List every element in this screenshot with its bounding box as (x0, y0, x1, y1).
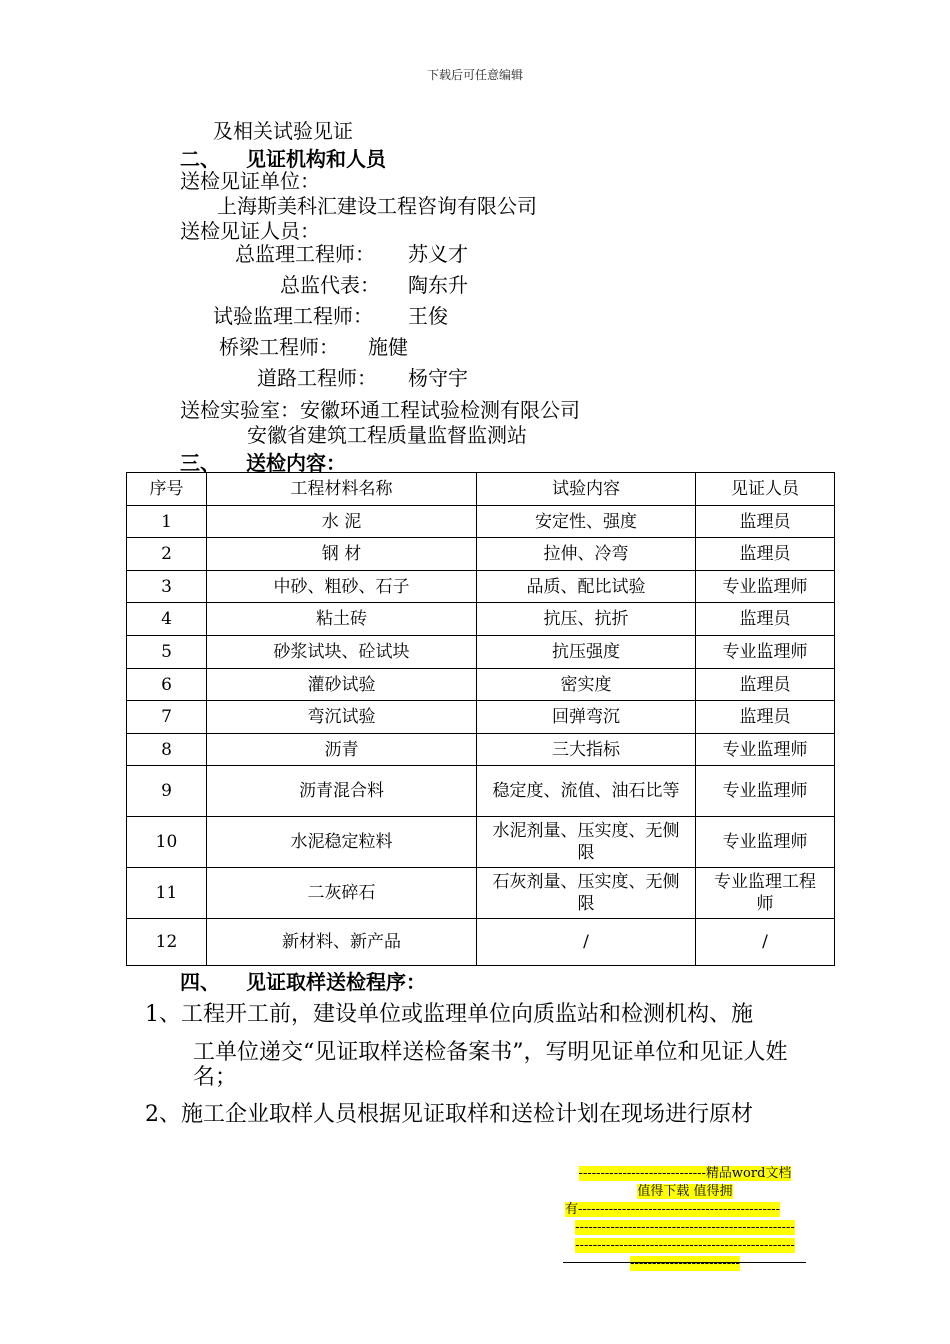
table-row (127, 636, 835, 669)
table-cell: 5 (127, 636, 207, 669)
table-cell: 专业监理工程师 (696, 868, 835, 919)
section-3-title: 送检内容： (246, 451, 346, 475)
person-role: 总监代表： (280, 273, 380, 297)
table-cell: 11 (127, 868, 207, 919)
table-header-row (127, 473, 835, 506)
table-cell: 抗压强度 (477, 636, 696, 669)
paragraph-1-continuation: 工单位递交“见证取样送检备案书”，写明见证单位和见证人姓名； (193, 1040, 788, 1090)
person-name: 施健 (368, 335, 408, 359)
table-cell: 密实度 (477, 669, 696, 701)
paragraph-1-line-1: 1、工程开工前，建设单位或监理单位向质监站和检测机构、施 (145, 1002, 753, 1027)
table-cell: 10 (127, 817, 207, 868)
table-cell: 抗压、抗折 (477, 603, 696, 636)
table-cell: 1 (127, 506, 207, 538)
header-cell: 序号 (127, 473, 207, 506)
table-cell: 新材料、新产品 (207, 919, 477, 966)
table-cell: 石灰剂量、压实度、无侧限 (477, 868, 696, 919)
table-cell: 安定性、强度 (477, 506, 696, 538)
person-name: 杨守宇 (408, 366, 468, 390)
footer-line: -----------------------------精品word文档 (578, 1166, 792, 1181)
table-cell: 监理员 (696, 701, 835, 734)
table-row (127, 506, 835, 538)
footer-rule (563, 1262, 806, 1263)
lab-line-2: 安徽省建筑工程质量监督监测站 (247, 423, 527, 447)
table-cell: 监理员 (696, 669, 835, 701)
table-row (127, 603, 835, 636)
table-cell: 水泥稳定粒料 (207, 817, 477, 868)
person-role: 道路工程师： (257, 366, 377, 390)
table-row (127, 701, 835, 734)
table-cell: 专业监理师 (696, 734, 835, 766)
table-cell: 7 (127, 701, 207, 734)
table-cell: 专业监理师 (696, 817, 835, 868)
unit-name: 上海斯美科汇建设工程咨询有限公司 (217, 194, 537, 218)
table-row (127, 669, 835, 701)
table-cell: 监理员 (696, 538, 835, 571)
footer-line: 值得下载 值得拥 (637, 1184, 733, 1199)
unit-label: 送检见证单位： (180, 169, 320, 193)
person-role: 试验监理工程师： (213, 304, 373, 328)
footer-line: -------------------------------------------------- (575, 1238, 795, 1253)
table-row (127, 817, 835, 868)
table-cell: 2 (127, 538, 207, 571)
table-cell: 6 (127, 669, 207, 701)
footer-line: 有---------------------------------------------- (565, 1202, 781, 1217)
table-cell: 监理员 (696, 603, 835, 636)
table-cell: 4 (127, 603, 207, 636)
table-cell: 3 (127, 571, 207, 603)
promo-footer (565, 1165, 805, 1273)
table-cell: 二灰碎石 (207, 868, 477, 919)
person-name: 苏义才 (408, 242, 468, 266)
table-row (127, 919, 835, 966)
header-cell: 工程材料名称 (207, 473, 477, 506)
table-cell: 9 (127, 766, 207, 817)
section-3-number: 三、 (180, 451, 220, 475)
table-cell: / (477, 919, 696, 966)
table-row (127, 766, 835, 817)
table-cell: 拉伸、冷弯 (477, 538, 696, 571)
lab-line-1: 送检实验室：安徽环通工程试验检测有限公司 (180, 398, 580, 422)
table-cell: 回弹弯沉 (477, 701, 696, 734)
table-cell: 12 (127, 919, 207, 966)
table-cell: / (696, 919, 835, 966)
table-cell: 弯沉试验 (207, 701, 477, 734)
person-role: 总监理工程师： (235, 242, 375, 266)
section-2-number: 二、 (180, 147, 220, 171)
section-4-heading (180, 966, 426, 995)
table-cell: 灌砂试验 (207, 669, 477, 701)
table-cell: 专业监理师 (696, 766, 835, 817)
table-cell: 监理员 (696, 506, 835, 538)
table-row (127, 734, 835, 766)
footer-line: -------------------------------------------------- (575, 1220, 795, 1235)
table-cell: 砂浆试块、砼试块 (207, 636, 477, 669)
table-cell: 8 (127, 734, 207, 766)
table-cell: 沥青 (207, 734, 477, 766)
table-cell: 水 泥 (207, 506, 477, 538)
section-4-title: 见证取样送检程序： (246, 970, 426, 994)
table-row (127, 538, 835, 571)
paragraph-2-line-1: 2、施工企业取样人员根据见证取样和送检计划在现场进行原材 (145, 1102, 753, 1127)
section-2-title: 见证机构和人员 (246, 147, 386, 171)
persons-label: 送检见证人员： (180, 219, 320, 243)
table-cell: 专业监理师 (696, 571, 835, 603)
table-cell: 钢 材 (207, 538, 477, 571)
table-cell: 专业监理师 (696, 636, 835, 669)
person-name: 王俊 (408, 304, 448, 328)
table-cell: 水泥剂量、压实度、无侧限 (477, 817, 696, 868)
table-cell: 中砂、粗砂、石子 (207, 571, 477, 603)
table-row (127, 868, 835, 919)
person-role: 桥梁工程师： (219, 335, 339, 359)
header-cell: 试验内容 (477, 473, 696, 506)
footer-line: ------------------------- (630, 1256, 740, 1271)
person-name: 陶东升 (408, 273, 468, 297)
table-cell: 三大指标 (477, 734, 696, 766)
table-cell: 粘土砖 (207, 603, 477, 636)
table-row (127, 571, 835, 603)
table-cell: 沥青混合料 (207, 766, 477, 817)
section-4-number: 四、 (180, 970, 220, 994)
table-cell: 品质、配比试验 (477, 571, 696, 603)
header-cell: 见证人员 (696, 473, 835, 506)
intro-line: 及相关试验见证 (213, 119, 353, 143)
table-cell: 稳定度、流值、油石比等 (477, 766, 696, 817)
page-header: 下载后可任意编辑 (426, 68, 523, 82)
inspection-table (126, 472, 835, 966)
